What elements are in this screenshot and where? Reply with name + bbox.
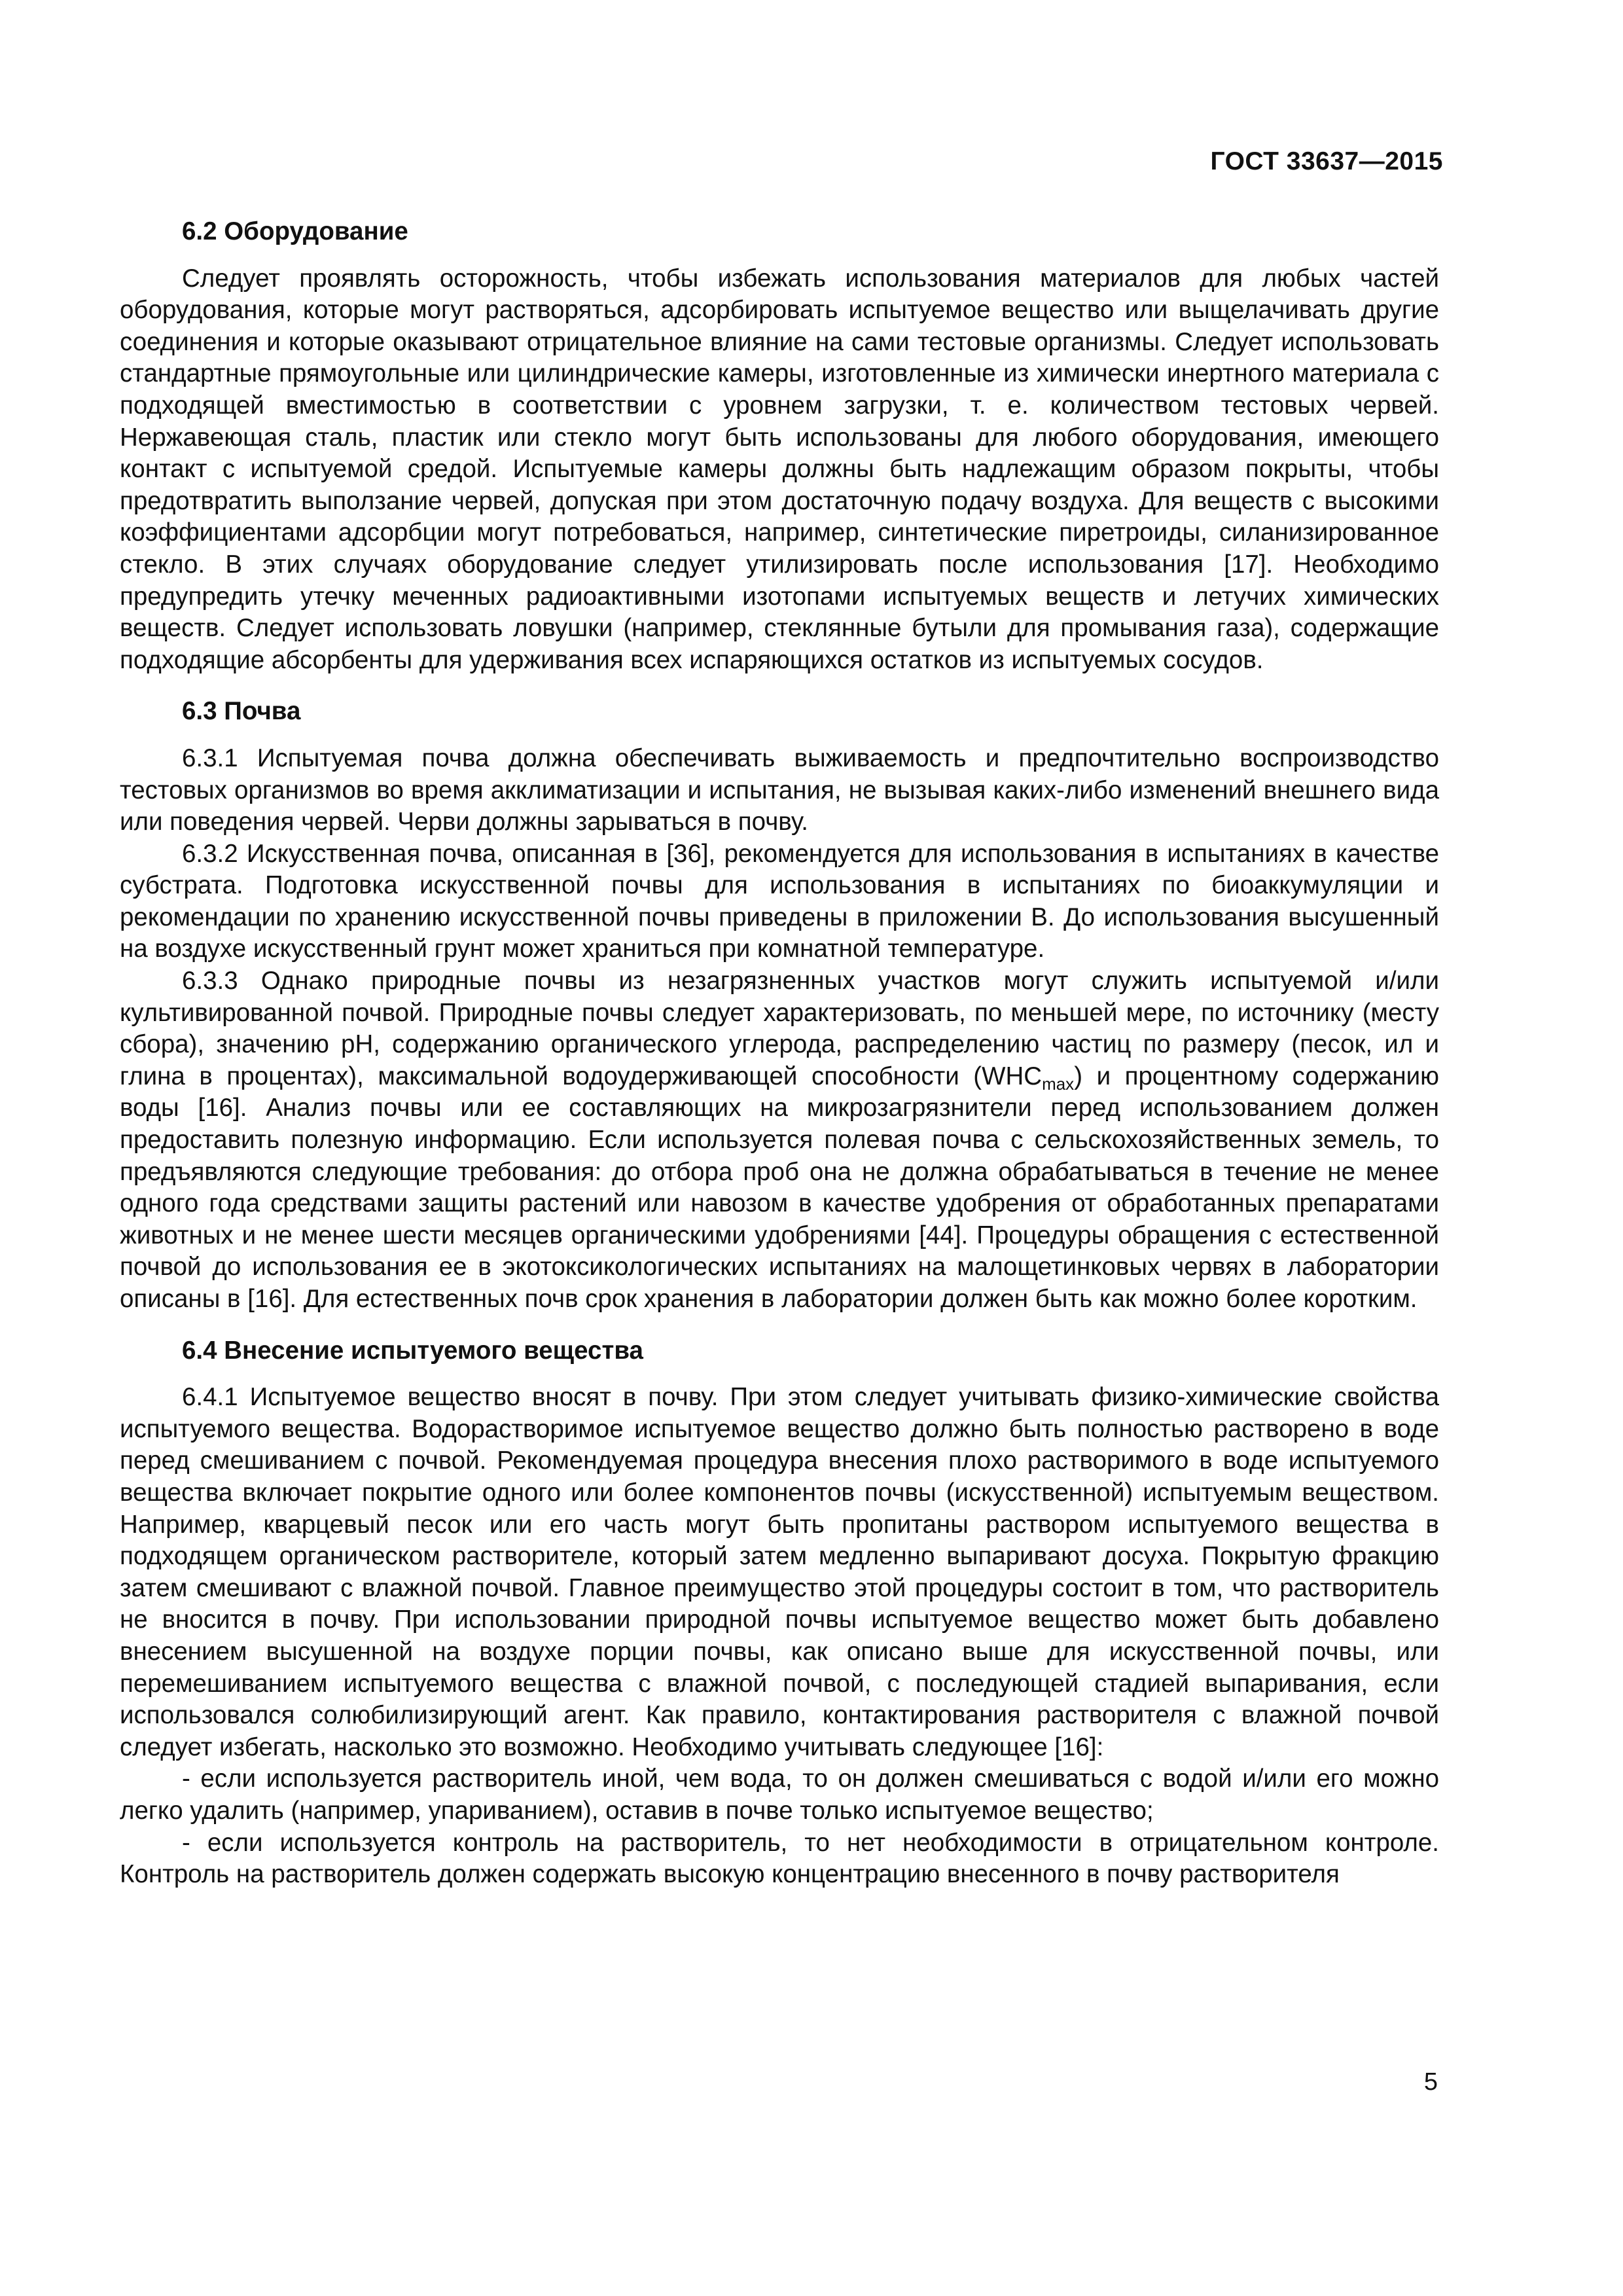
section-heading-6-4: 6.4 Внесение испытуемого вещества — [182, 1336, 643, 1365]
section-heading-6-2: 6.2 Оборудование — [182, 217, 408, 245]
page-number: 5 — [1423, 2068, 1438, 2096]
document-body — [120, 216, 1439, 1891]
paragraph-6-4-1: 6.4.1 Испытуемое вещество вносят в почву. При этом следует учитывать физико-химические свойства испытуемого вещества. Водорастворимое испытуемое вещество должно быть полностью растворено в воде перед смешиванием с почвой. Рекомендуемая процедура внесения плохо растворимого в воде испытуемого вещества включает покрытие одного или более компонентов почвы (искусственной) испытуемым веществом. Например, кварцевый песок или его часть могут быть пропитаны раствором испытуемого вещества в подходящем органическом растворителе, который затем медленно выпаривают досуха. Покрытую фракцию затем смешивают с влажной почвой. Главное преимущество этой процедуры состоит в том, что растворитель не вносится в почву. При использовании природной почвы испытуемое вещество может быть добавлено внесением высушенной на воздухе порции почвы, как описано выше для искусственной почвы, или перемешиванием испытуемого вещества с влажной почвой, с последующей стадией выпаривания, если использовался солюбилизирующий агент. Как правило, контактирования растворителя с влажной почвой следует избегать, насколько это возможно. Необходимо учитывать следующее [16]: — [120, 1383, 1439, 1761]
paragraph-6-2: Следует проявлять осторожность, чтобы избежать использования материалов для любых частей оборудования, которые могут растворяться, адсорбировать испытуемое вещество или выщелачивать другие соединения и которые оказывают отрицательное влияние на сами тестовые организмы. Следует использовать стандартные прямоугольные или цилиндрические камеры, изготовленные из химически инертного материала с подходящей вместимостью в соответствии с уровнем загрузки, т. е. количеством тестовых червей. Нержавеющая сталь, пластик или стекло могут быть использованы для любого оборудования, имеющего контакт с испытуемой средой. Испытуемые камеры должны быть надлежащим образом покрыты, чтобы предотвратить выползание червей, допуская при этом достаточную подачу воздуха. Для веществ с высокими коэффициентами адсорбции могут потребоваться, например, синтетические пиретроиды, силанизированное стекло. В этих случаях оборудование следует утилизировать после использования [17]. Необходимо предупредить утечку меченных радиоактивными изотопами испытуемых веществ и летучих химических веществ. Следует использовать ловушки (например, стеклянные бутыли для промывания газа), содержащие подходящие абсорбенты для удерживания всех испаряющихся остатков из испытуемых сосудов. — [120, 264, 1439, 674]
paragraph-6-3-3-part-b: ) и процентному содержанию воды [16]. Анализ почвы или ее составляющих на микрозагрязнители перед использованием должен предоставить полезную информацию. Если используется полевая почва с сельскохозяйственных земель, то предъявляются следующие требования: до отбора проб она не должна обрабатываться в течение не менее одного года средствами защиты растений или навозом в качестве удобрения от обработанных препаратами животных и не менее шести месяцев органическими удобрениями [44]. Процедуры обращения с естественной почвой до использования ее в экотоксикологических испытаниях на малощетинковых червях в лаборатории описаны в [16]. Для естественных почв срок хранения в лаборатории должен быть как можно более коротким. — [120, 1062, 1439, 1313]
paragraph-6-3-3-part-a: 6.3.3 Однако природные почвы из незагрязненных участков могут служить испытуемой и/или культивированной почвой. Природные почвы следует характеризовать, по меньшей мере, по источнику (месту сбора), значению pH, содержанию органического углерода, распределению частиц по размеру (песок, ил и глина в процентах), максимальной водоудерживающей способности (WHC — [120, 967, 1439, 1090]
list-item-solvent-control: - если используется контроль на растворитель, то нет необходимости в отрицательном контроле. Контроль на растворитель должен содержать высокую концентрацию внесенного в почву растворителя — [120, 1828, 1439, 1889]
list-item-solvent-other-than-water: - если используется растворитель иной, чем вода, то он должен смешиваться с водой и/или его можно легко удалить (например, упариванием), оставив в почве только испытуемое вещество; — [120, 1765, 1439, 1825]
document-code: ГОСТ 33637—2015 — [1210, 147, 1443, 175]
paragraph-6-3-1: 6.3.1 Испытуемая почва должна обеспечивать выживаемость и предпочтительно воспроизводство тестовых организмов во время акклиматизации и испытания, не вызывая каких-либо изменений внешнего вида или поведения червей. Черви должны зарываться в почву. — [120, 744, 1439, 836]
whc-subscript: max — [1042, 1073, 1075, 1094]
section-heading-6-3: 6.3 Почва — [182, 697, 301, 726]
paragraph-6-3-3 — [120, 965, 1439, 1316]
paragraph-6-3-2: 6.3.2 Искусственная почва, описанная в [36], рекомендуется для использования в испытаниях в качестве субстрата. Подготовка искусственной почвы для использования в испытаниях по биоаккумуляции и рекомендации по хранению искусственной почвы приведены в приложении В. До использования высушенный на воздухе искусственный грунт может храниться при комнатной температуре. — [120, 839, 1439, 963]
